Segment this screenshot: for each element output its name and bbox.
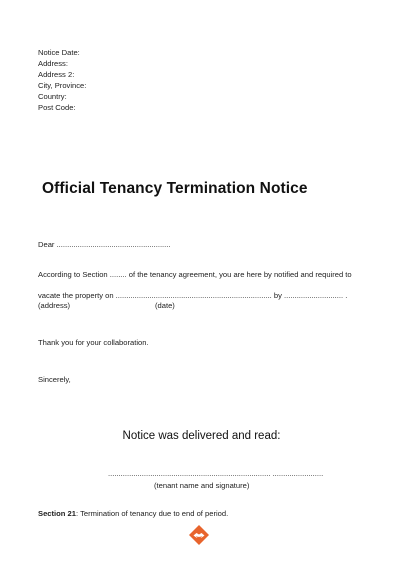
address-placeholder-label: (address) (38, 301, 71, 310)
signature-label: (tenant name and signature) (154, 481, 250, 490)
post-code-label: Post Code: (38, 103, 76, 112)
address-label: Address: (38, 59, 68, 68)
section-note-text: : Termination of tenancy due to end of period. (75, 509, 229, 518)
notice-date-label: Notice Date: (38, 48, 80, 57)
signature-line: ............................................................................. ........................ (108, 469, 324, 478)
address2-label: Address 2: (38, 70, 75, 79)
closing-line: Sincerely, (38, 375, 71, 384)
address-header (38, 47, 86, 113)
document-title: Official Tenancy Termination Notice (42, 180, 308, 197)
section-paragraph: According to Section ........ of the tenancy agreement, you are here by notified and required to (38, 270, 352, 279)
delivery-heading: Notice was delivered and read: (122, 430, 281, 442)
country-label: Country: (38, 92, 67, 101)
section-note (38, 508, 228, 519)
handshake-logo-icon (188, 524, 210, 546)
city-province-label: City, Province: (38, 81, 87, 90)
section-note-label: Section 21 (38, 509, 76, 518)
date-placeholder-label: (date) (155, 301, 175, 310)
vacate-paragraph: vacate the property on .......................................................................... by ............................ . (38, 291, 348, 300)
salutation: Dear ...................................................... (38, 240, 171, 249)
thanks-line: Thank you for your collaboration. (38, 338, 149, 347)
